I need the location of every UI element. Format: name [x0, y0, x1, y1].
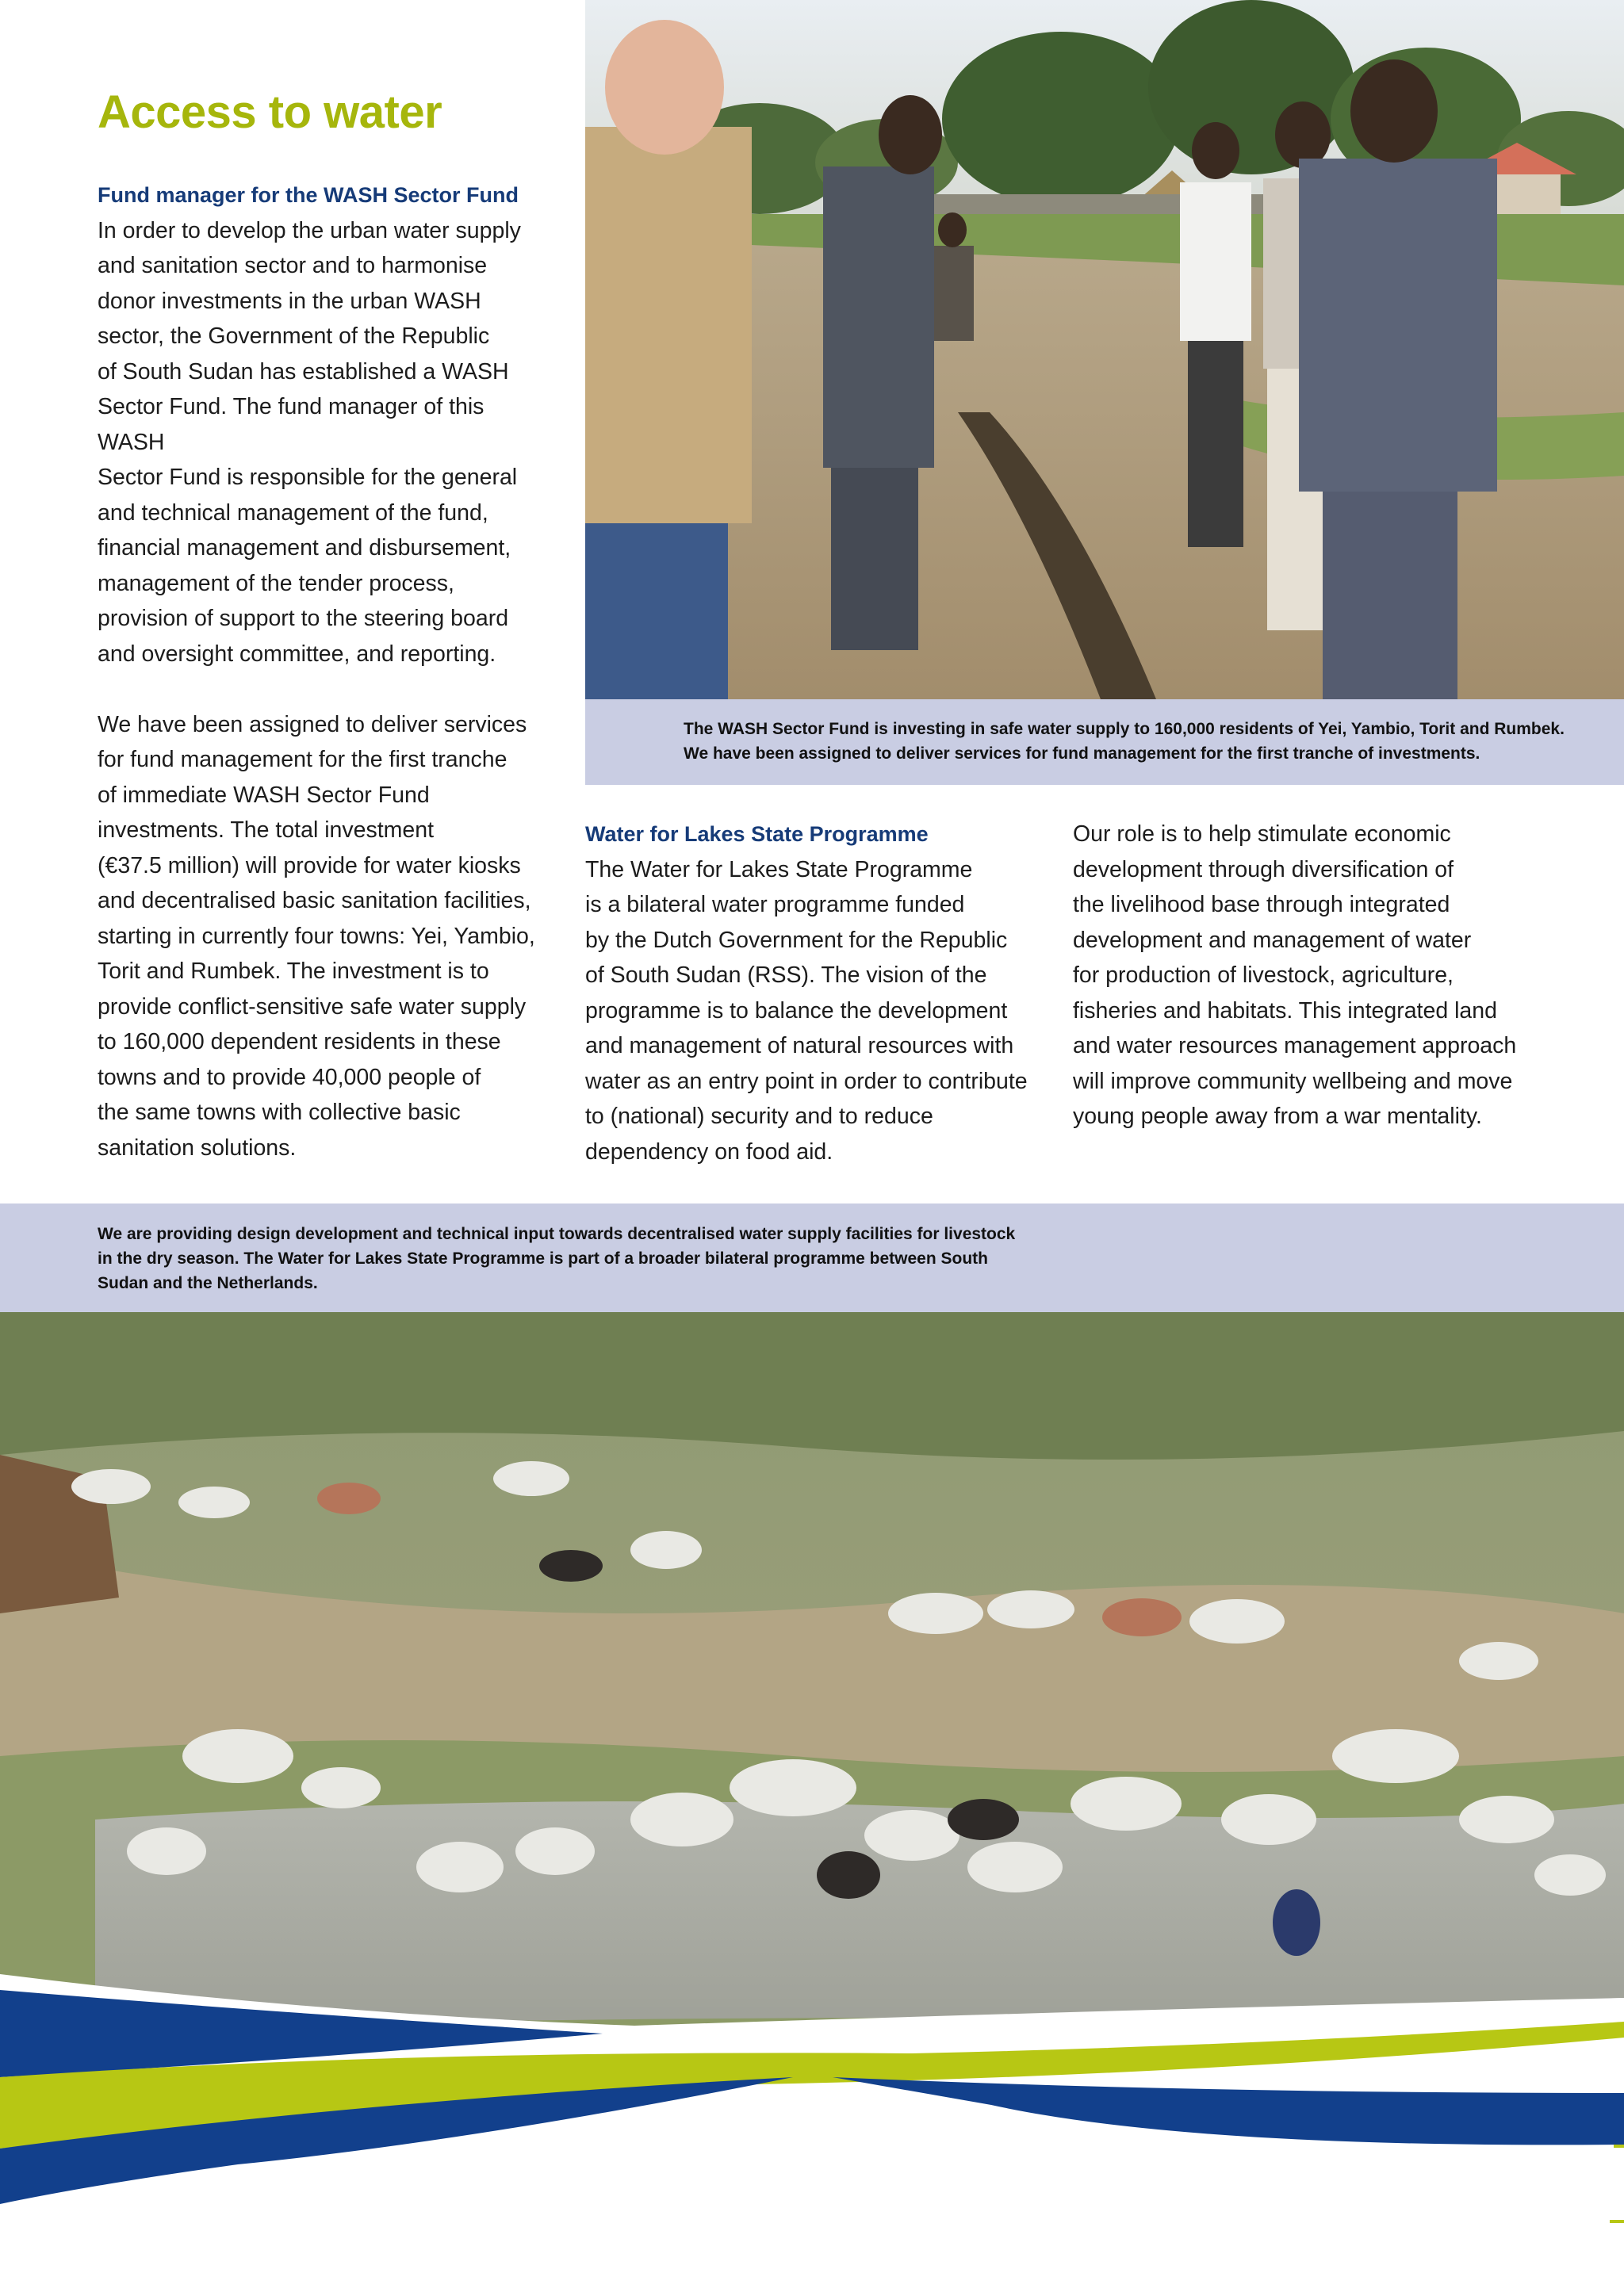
lakes-programme-paragraph	[585, 852, 1049, 1170]
text-line: financial management and disbursement,	[98, 535, 511, 561]
right-column	[1073, 817, 1549, 1135]
text-line: will improve community wellbeing and move	[1073, 1068, 1513, 1094]
text-line: In order to develop the urban water supply	[98, 217, 521, 243]
text-line: to (national) security and to reduce	[585, 1104, 933, 1129]
text-line: towns and to provide 40,000 people of	[98, 1064, 481, 1090]
text-line: dependency on food aid.	[585, 1138, 833, 1165]
text-line: Sector Fund. The fund manager of this WASH	[98, 394, 485, 455]
wash-fund-paragraph-2	[98, 707, 550, 1166]
text-line: and water resources management approach	[1073, 1033, 1517, 1058]
caption-line: We are providing design development and technical input towards decentralised water supply facilities for livestock	[98, 1225, 1016, 1243]
text-line: and sanitation sector and to harmonise	[98, 253, 488, 278]
wash-fund-paragraph-1	[98, 213, 550, 672]
text-line: and technical management of the fund,	[98, 499, 488, 526]
text-line: young people away from a war mentality.	[1073, 1104, 1482, 1129]
text-line: is a bilateral water programme funded	[585, 892, 965, 917]
caption-line: in the dry season. The Water for Lakes State Programme is part of a broader bilateral programme between South	[98, 1249, 989, 1268]
text-line: the livelihood base through integrated	[1073, 892, 1450, 917]
text-line: Our role is to help stimulate economic	[1073, 821, 1451, 847]
caption-top	[585, 699, 1624, 785]
text-line: provide conflict-sensitive safe water supply	[98, 993, 527, 1020]
role-paragraph	[1073, 817, 1549, 1135]
caption-line: We have been assigned to deliver services for fund management for the first tranche of investments.	[684, 744, 1480, 763]
section-heading-lakes-programme: Water for Lakes State Programme	[585, 822, 929, 846]
brand-wave-graphic	[0, 1966, 1624, 2296]
photo-water-trench	[585, 0, 1624, 699]
text-line: sanitation solutions.	[98, 1135, 297, 1161]
text-line: The Water for Lakes State Programme	[585, 856, 973, 882]
text-line: and oversight committee, and reporting.	[98, 641, 496, 667]
middle-column	[585, 817, 1049, 1169]
decorative-waves	[0, 1966, 1624, 2296]
text-line: programme is to balance the development	[585, 997, 1008, 1024]
text-line: provision of support to the steering board	[98, 606, 509, 631]
text-line: starting in currently four towns: Yei, Yambio,	[98, 923, 535, 949]
text-line: of South Sudan has established a WASH	[98, 358, 509, 385]
caption-line: The WASH Sector Fund is investing in safe water supply to 160,000 residents of Yei, Yambio, Torit and Rumbek.	[684, 720, 1565, 738]
text-line: of immediate WASH Sector Fund	[98, 782, 430, 808]
caption-bottom	[0, 1203, 1624, 1312]
text-line: (€37.5 million) will provide for water kiosks	[98, 852, 521, 878]
text-line: for production of livestock, agriculture,	[1073, 962, 1454, 988]
left-column	[98, 178, 550, 1165]
text-line: Torit and Rumbek. The investment is to	[98, 959, 489, 984]
text-line: development and management of water	[1073, 927, 1472, 953]
text-line: for fund management for the first tranche	[98, 747, 508, 772]
text-line: sector, the Government of the Republic	[98, 323, 490, 349]
text-line: and management of natural resources with	[585, 1033, 1014, 1058]
text-line: investments. The total investment	[98, 817, 435, 843]
text-line: donor investments in the urban WASH	[98, 288, 481, 314]
page-title: Access to water	[98, 86, 442, 138]
caption-line: Sudan and the Netherlands.	[98, 1274, 318, 1292]
text-line: to 160,000 dependent residents in these	[98, 1029, 501, 1054]
text-line: water as an entry point in order to contribute	[585, 1068, 1028, 1094]
section-heading-wash-fund: Fund manager for the WASH Sector Fund	[98, 183, 519, 207]
text-line: Sector Fund is responsible for the general	[98, 465, 518, 490]
text-line: by the Dutch Government for the Republic	[585, 927, 1008, 953]
text-line: management of the tender process,	[98, 570, 454, 596]
text-line: and decentralised basic sanitation facilities,	[98, 888, 531, 913]
text-line: development through diversification of	[1073, 856, 1454, 882]
photo-water-trench-illustration	[585, 0, 1624, 699]
text-line: We have been assigned to deliver services	[98, 711, 527, 737]
text-line: fisheries and habitats. This integrated land	[1073, 997, 1497, 1024]
text-line: of South Sudan (RSS). The vision of the	[585, 962, 987, 988]
text-line: the same towns with collective basic	[98, 1100, 461, 1125]
